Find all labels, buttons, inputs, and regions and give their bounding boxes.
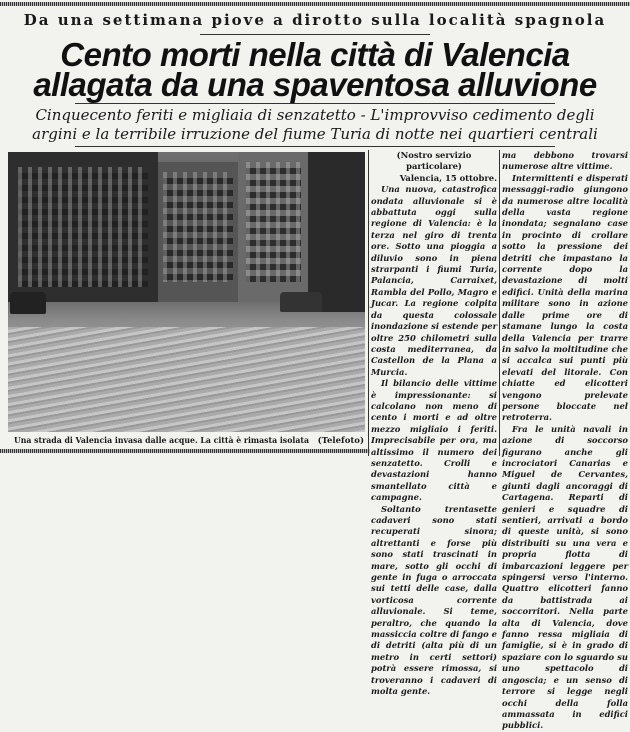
deck-line-2-text: argini e la terribile irruzione del fiume Turia di notte nei quartieri centrali	[32, 125, 598, 143]
building	[308, 152, 365, 312]
divider	[75, 103, 555, 104]
building-windows	[246, 162, 301, 282]
kicker	[0, 10, 630, 30]
divider	[200, 34, 430, 35]
building-windows	[163, 172, 233, 282]
deck-line-1-text: Cinquecento feriti e migliaia di senzatetto - L'improvviso cedimento degli	[35, 106, 595, 124]
building-windows	[18, 167, 148, 287]
paragraph: ma debbono trovarsi numerose altre vittime.	[502, 150, 628, 172]
article-column-1	[371, 150, 497, 698]
caption-text: Una strada di Valencia invasa dalle acque. La città è rimasta isolata	[14, 436, 309, 446]
photo-caption	[14, 435, 364, 447]
dateline: Valencia, 15 ottobre.	[399, 172, 497, 183]
car	[280, 292, 322, 312]
paragraph: Una nuova, catastrofica ondata alluvionale si è abbattuta oggi sulla regione di Valencia: è la terza nel giro di trenta ore. Sotto una pioggia a diluvio sono in piena strarpanti i fiumi Turia, Palancia, Carraixet, Rambla del Pollo, Magro e Jucar. La regione colpita da questa colossale inondazione si estende per oltre 250 chilometri sulla costa mediterranea, da Castellon de la Plana a Murcia.	[371, 184, 497, 377]
paragraph: Intermittenti e disperati messaggi-radio giungono da numerose altre località della vasta regione inondata; segnalano case in procinto di crollare sotto la pressione dei detriti che impastano la corrente dopo la devastazione di molti edifici. Unità della marina militare sono in azione dalle prime ore di stamane lungo la costa della Valencia per trarre in salvo la moltitudine che si accalca sui punti più elevati del litorale. Con chiatte ed elicotteri vengono prelevate persone bloccate nel retroterra.	[502, 172, 628, 423]
paragraph: Fra le unità navali in azione di soccorso figurano anche gli incrociatori Canarias e Miguel de Cervantes, giunti dagli ancoraggi di Cartagena. Reparti di genieri e squadre di sentieri, arrivati a bordo di queste unità, si sono distribuiti su una vera e propria flotta di imbarcazioni leggere per spingersi verso l'interno. Quattro elicotteri fanno da battistrada ai soccorritori. Nella parte alta di Valencia, dove fanno ressa migliaia di famiglie, si è in grado di spaziare con lo sguardo su uno spettacolo di angoscia; e un senso di terrore si legge negli occhi della folla ammassata in edifici pubblici.	[502, 423, 628, 731]
kicker-text: Da una settimana piove a dirotto sulla località spagnola	[23, 11, 607, 29]
car	[10, 292, 46, 314]
flood-photo	[8, 152, 365, 432]
photo-credit: (Telefoto)	[317, 436, 364, 446]
flood-water	[8, 327, 365, 432]
headline-line-1-text: Cento morti nella città di Valencia	[60, 36, 570, 73]
headline-line-2	[0, 68, 630, 102]
bottom-rule	[0, 449, 370, 453]
headline-line-2-text: allagata da una spaventosa alluvione	[33, 66, 597, 103]
column-rule	[499, 150, 500, 456]
paragraph: Soltanto trentasette cadaveri sono stati recuperati sinora; altrettanti e forse più sono stati trascinati in mare, sotto gli occhi di gente in fuga o arroccata sui tetti delle case, dalla vorticosa corrente alluvionale. Si teme, peraltro, che quando la massiccia coltre di fango e di detriti (alta più di un metro in certi settori) potrà essere rimossa, si troveranno i cadaveri di molta gente.	[371, 503, 497, 697]
service-line: (Nostro servizio particolare)	[396, 150, 472, 172]
top-rule	[0, 2, 630, 6]
paragraph: Il bilancio delle vittime è impressionante: si calcolano non meno di cento i morti e ad oltre mezzo migliaio i feriti. Imprecisabile per ora, ma altissimo il numero dei senzatetto. Crolli e devastazioni hanno smantellato città e campagne.	[371, 378, 497, 503]
divider	[75, 146, 555, 147]
column-rule	[368, 150, 369, 456]
deck-line-1	[0, 106, 630, 125]
article-column-2	[502, 150, 628, 732]
deck-line-2	[0, 125, 630, 144]
